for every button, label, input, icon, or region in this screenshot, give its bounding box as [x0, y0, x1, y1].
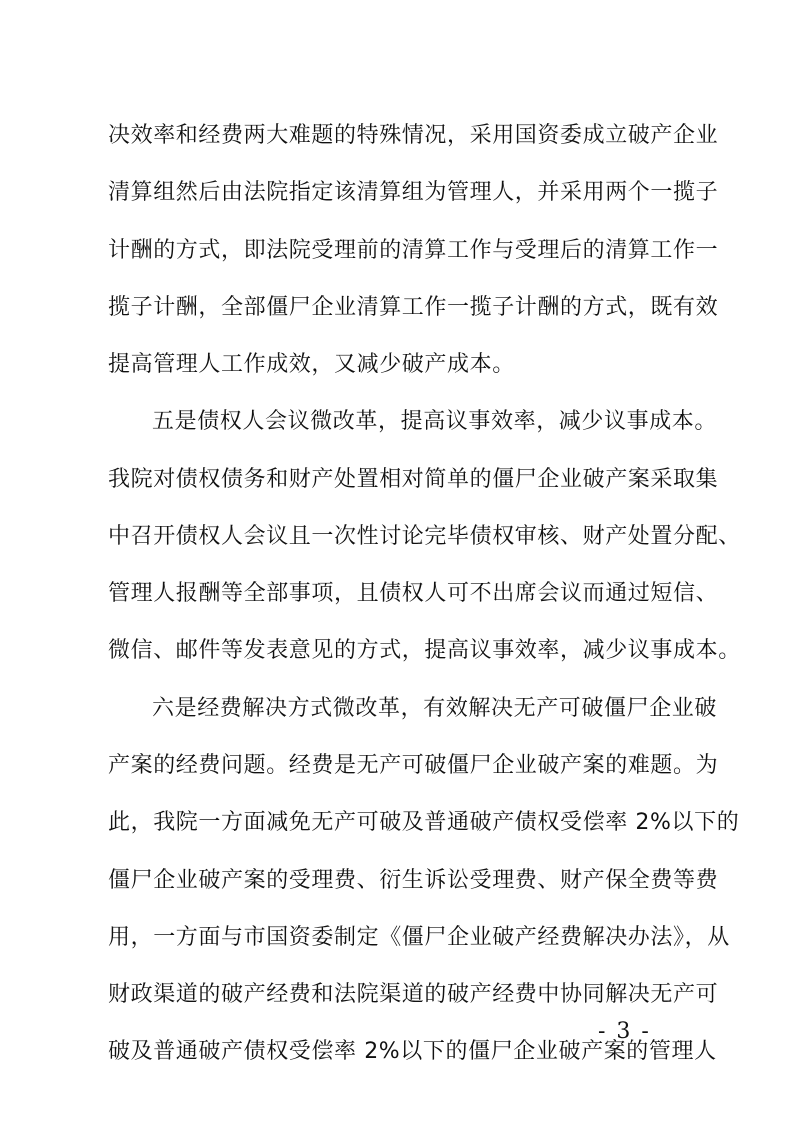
body-text-line: 破及普通破产债权受偿率 2%以下的僵尸企业破产案的管理人 [108, 1039, 717, 1064]
body-text-line: 提高管理人工作成效，又减少破产成本。 [108, 352, 515, 377]
body-text-line: 微信、邮件等发表意见的方式，提高议事效率，减少议事成本。 [108, 638, 741, 663]
body-text-line: 财政渠道的破产经费和法院渠道的破产经费中协同解决无产可 [108, 982, 719, 1007]
body-text-line: 僵尸企业破产案的受理费、衍生诉讼受理费、财产保全费等费 [108, 868, 719, 893]
body-text-line: 此，我院一方面减免无产可破及普通破产债权受偿率 2%以下的 [108, 810, 740, 835]
section-heading-line: 六是经费解决方式微改革，有效解决无产可破僵尸企业破 [152, 696, 718, 721]
body-text-line: 计酬的方式，即法院受理前的清算工作与受理后的清算工作一 [108, 238, 719, 263]
body-text-line: 产案的经费问题。经费是无产可破僵尸企业破产案的难题。为 [108, 753, 719, 778]
body-text-line: 清算组然后由法院指定该清算组为管理人，并采用两个一揽子 [108, 180, 719, 205]
section-heading-line: 五是债权人会议微改革，提高议事效率，减少议事成本。 [152, 409, 718, 434]
body-text-line: 中召开债权人会议且一次性讨论完毕债权审核、财产处置分配、 [108, 524, 741, 549]
body-text-line: 揽子计酬，全部僵尸企业清算工作一揽子计酬的方式，既有效 [108, 295, 719, 320]
body-text-line: 管理人报酬等全部事项，且债权人可不出席会议而通过短信、 [108, 581, 719, 606]
body-text-line: 决效率和经费两大难题的特殊情况，采用国资委成立破产企业 [108, 123, 719, 148]
page-number: - 3 - [598, 1019, 651, 1044]
body-text-line: 用，一方面与市国资委制定《僵尸企业破产经费解决办法》，从 [108, 925, 730, 950]
body-text-line: 我院对债权债务和财产处置相对简单的僵尸企业破产案采取集 [108, 467, 719, 492]
